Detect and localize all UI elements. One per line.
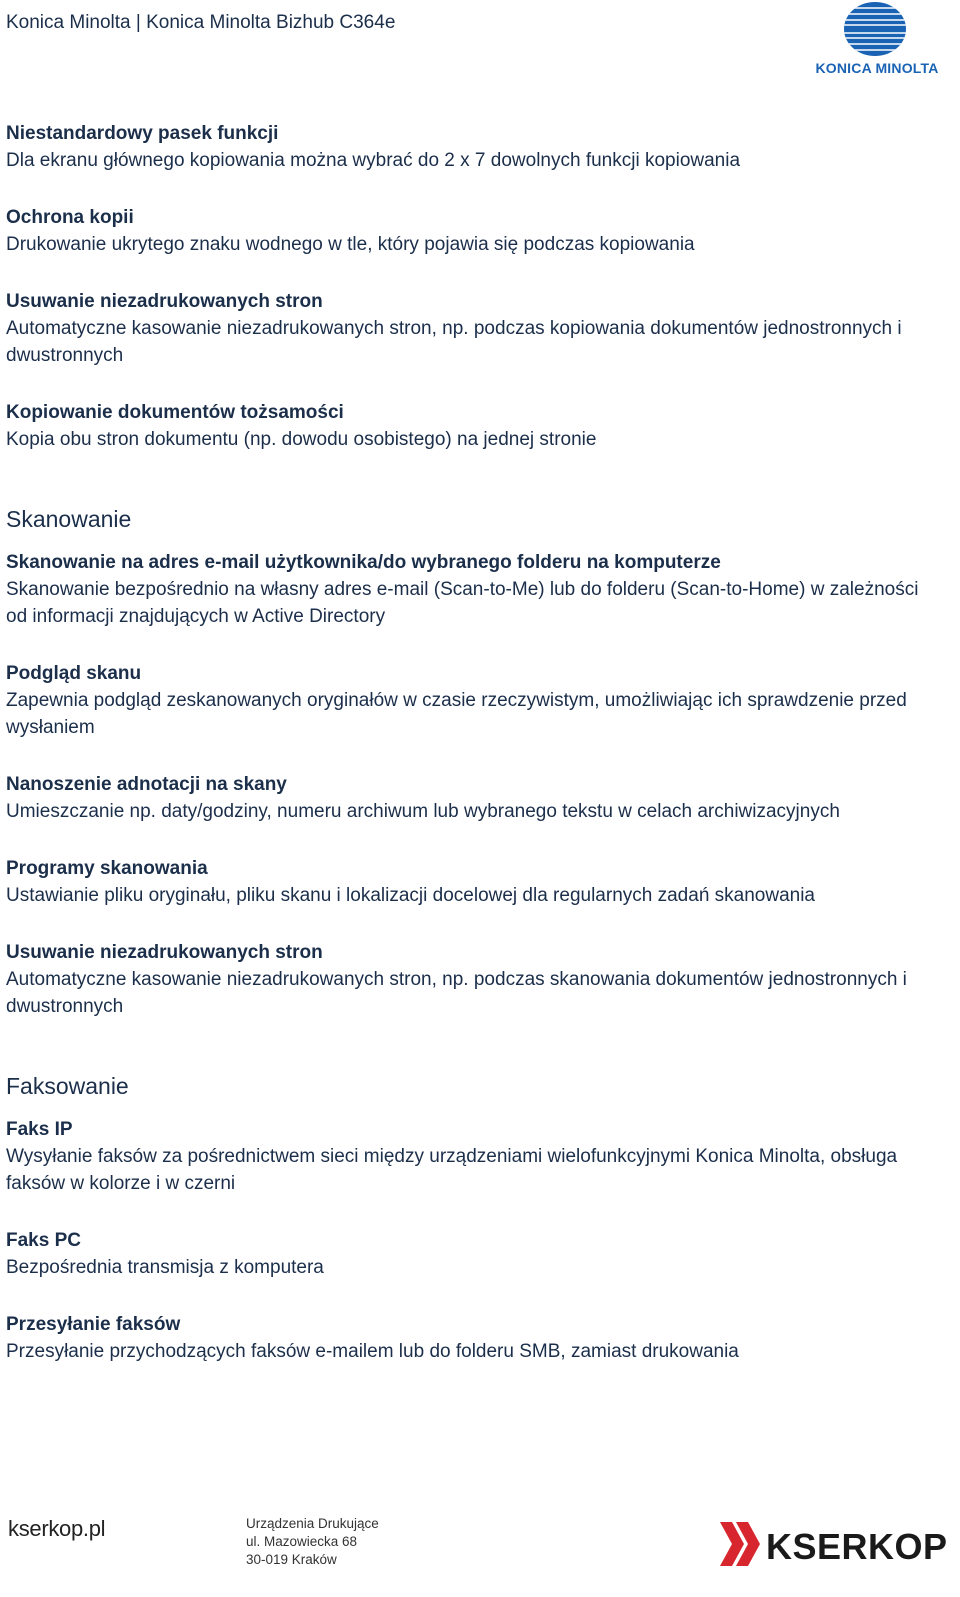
- konica-minolta-logo: [812, 0, 942, 82]
- feature-title: Podgląd skanu: [6, 663, 142, 684]
- feature-description: Kopia obu stron dokumentu (np. dowodu osobistego) na jednej stronie: [6, 429, 597, 450]
- feature-title: Programy skanowania: [6, 858, 208, 879]
- document-content: [6, 120, 936, 1365]
- feature-title: Przesyłanie faksów: [6, 1314, 181, 1335]
- footer-address-line: Urządzenia Drukujące: [246, 1516, 379, 1531]
- section: [6, 120, 936, 453]
- feature-description: Dla ekranu głównego kopiowania można wybrać do 2 x 7 dowolnych funkcji kopiowania: [6, 150, 741, 171]
- section: [6, 505, 936, 1020]
- feature-title: Niestandardowy pasek funkcji: [6, 123, 279, 144]
- feature-item: [6, 399, 936, 453]
- kserkop-logo-text: KSERKOP: [766, 1526, 948, 1567]
- feature-item: [6, 660, 936, 741]
- kserkop-logo-icon: [718, 1520, 762, 1568]
- section-heading: Skanowanie: [6, 506, 132, 532]
- section: [6, 1072, 936, 1365]
- feature-item: [6, 939, 936, 1020]
- feature-title: Skanowanie na adres e-mail użytkownika/do wybranego folderu na komputerze: [6, 552, 721, 573]
- footer-address: [246, 1515, 379, 1569]
- feature-description: Przesyłanie przychodzących faksów e-mailem lub do folderu SMB, zamiast drukowania: [6, 1341, 739, 1362]
- feature-description: Skanowanie bezpośrednio na własny adres e-mail (Scan-to-Me) lub do folderu (Scan-to-Home) w zależności od informacji znajdujących w Active Directory: [6, 579, 919, 627]
- footer-site: kserkop.pl: [8, 1516, 106, 1541]
- section-heading: Faksowanie: [6, 1073, 129, 1099]
- feature-description: Zapewnia podgląd zeskanowanych oryginałów w czasie rzeczywistym, umożliwiając ich sprawdzenie przed wysłaniem: [6, 690, 907, 738]
- feature-description: Wysyłanie faksów za pośrednictwem sieci między urządzeniami wielofunkcyjnymi Konica Minolta, obsługa faksów w kolorze i w czerni: [6, 1146, 898, 1194]
- feature-title: Usuwanie niezadrukowanych stron: [6, 942, 323, 963]
- feature-item: [6, 1311, 936, 1365]
- feature-description: Ustawianie pliku oryginału, pliku skanu i lokalizacji docelowej dla regularnych zadań skanowania: [6, 885, 816, 906]
- feature-item: [6, 855, 936, 909]
- feature-description: Automatyczne kasowanie niezadrukowanych stron, np. podczas skanowania dokumentów jednostronnych i dwustronnych: [6, 969, 907, 1017]
- feature-item: [6, 204, 936, 258]
- feature-item: [6, 771, 936, 825]
- feature-title: Kopiowanie dokumentów tożsamości: [6, 402, 344, 423]
- feature-item: [6, 120, 936, 174]
- feature-title: Faks IP: [6, 1119, 73, 1140]
- feature-title: Nanoszenie adnotacji na skany: [6, 774, 287, 795]
- footer-address-line: ul. Mazowiecka 68: [246, 1534, 358, 1549]
- brand-name: KONICA MINOLTA: [815, 60, 939, 76]
- feature-description: Automatyczne kasowanie niezadrukowanych stron, np. podczas kopiowania dokumentów jednostronnych i dwustronnych: [6, 318, 902, 366]
- page-header: Konica Minolta | Konica Minolta Bizhub C364e: [6, 12, 396, 33]
- feature-description: Umieszczanie np. daty/godziny, numeru archiwum lub wybranego tekstu w celach archiwizacyjnych: [6, 801, 840, 822]
- feature-item: [6, 1116, 936, 1197]
- feature-item: [6, 1227, 936, 1281]
- konica-globe-icon: [842, 0, 908, 58]
- kserkop-logo: [718, 1520, 948, 1570]
- feature-description: Bezpośrednia transmisja z komputera: [6, 1257, 324, 1278]
- feature-item: [6, 288, 936, 369]
- feature-title: Usuwanie niezadrukowanych stron: [6, 291, 323, 312]
- feature-item: [6, 549, 936, 630]
- feature-title: Faks PC: [6, 1230, 81, 1251]
- feature-description: Drukowanie ukrytego znaku wodnego w tle, który pojawia się podczas kopiowania: [6, 234, 695, 255]
- footer-address-line: 30-019 Kraków: [246, 1552, 337, 1567]
- feature-title: Ochrona kopii: [6, 207, 134, 228]
